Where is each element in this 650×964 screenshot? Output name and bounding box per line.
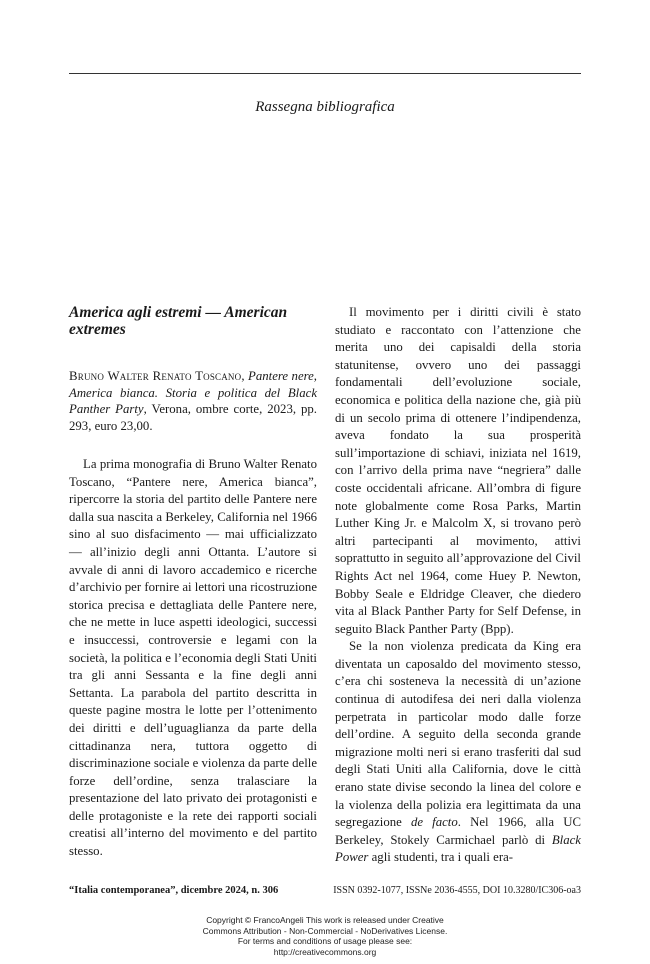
- license-notice: [0, 915, 650, 957]
- book-reference: [69, 368, 317, 434]
- section-title: America agli estremi — American extremes: [69, 304, 288, 338]
- right-column: [335, 304, 581, 867]
- license-line-3: For terms and conditions of usage please see:: [237, 936, 413, 946]
- paragraph-2-part-3: agli studenti, tra i quali era-: [368, 850, 514, 865]
- reference-separator: ,: [241, 369, 249, 383]
- paragraph-2-part-2: . Nel 1966, alla UC Berkeley, Stokely Carmichael parlò di: [335, 815, 582, 847]
- paragraph-2-italic-2: Black Power: [335, 832, 581, 865]
- left-paragraph: La prima monografia di Bruno Walter Renato Toscano, “Pantere nere, America bianca”, ripercorre la storia del partito delle Pantere nere dalla sua nascita a Berkeley, California nel 1966 sino al suo disfacimento — mai ufficializzato — all’inizio degli anni Ottanta. L’autore si avvale di anni di lavoro accademico e ricerche d’archivio per fornire ai lettori una ricostruzione storica precisa e dettagliata delle Pantere nere, che ne mette in luce aspetti ideologici, successi e insuccessi, controversie e legami con la società, la politica e l’economia degli Stati Uniti tra gli anni Sessanta e la fine degli anni Settanta. La parabola del partito descritta in queste pagine mostra le lotte per l’ottenimento dei diritti e dell’uguaglianza da parte della cittadinanza nera, tuttora oggetto di discriminazione sociale e violenza da parte delle forze dell’ordine, senza tralasciare la presentazione del lato privato dei protagonisti e delle protagoniste e la rete dei rapporti sociali creatisi all’interno del movimento e del partito stesso.: [69, 457, 318, 859]
- license-line-4: http://creativecommons.org: [273, 946, 377, 957]
- paragraph-2-italic-1: de facto: [410, 815, 458, 830]
- issn-doi: ISSN 0392-1077, ISSNe 2036-4555, DOI 10.3280/IC306-oa3: [333, 885, 581, 896]
- license-line-2: Commons Attribution - Non-Commercial - NoDerivatives License.: [202, 925, 448, 936]
- right-paragraph-2: [335, 638, 581, 867]
- paragraph-2-part-1: Se la non violenza predicata da King era diventata un caposaldo del movimento stesso, c’era chi sosteneva la necessità di un’azione continua di autodifesa dei neri dalla violenza perpetrata in particolar modo dalle forze dell’ordine. A seguito della seconda grande migrazione molti neri si erano trasferiti dal sud degli Stati Uniti alla California, dove le città erano state divise secondo la linea del colore e la violenza della polizia era legittimata da una segregazione: [335, 639, 581, 830]
- reference-author: Bruno Walter Renato Toscano: [69, 369, 242, 383]
- license-line-1: Copyright © FrancoAngeli This work is released under Creative: [206, 915, 444, 925]
- running-title: Rassegna bibliografica: [255, 99, 395, 115]
- left-column: [69, 304, 317, 861]
- reference-details: , Verona, ombre corte, 2023, pp. 293, euro 23,00.: [69, 402, 317, 433]
- right-paragraph-1: Il movimento per i diritti civili è stato studiato e raccontato con l’attenzione che merita uno dei capisaldi della storia statunitense, ovvero uno dei passaggi fondamentali dell’evoluzione sociale, economica e politica della nazione che, già più di un secolo prima di ottenere l’indipendenza, aveva fondato la sua prosperità sull’importazione di schiavi, iniziata nel 1619, con l’arrivo della prima nave “negriera” dalle coste occidentali africane. All’ombra di figure note globalmente come Rosa Parks, Martin Luther King Jr. e Malcolm X, si trovano però altri partecipanti al movimento, attivi soprattutto in seguito all’approvazione del Civil Rights Act nel 1964, come Huey P. Newton, Bobby Seale e Eldridge Cleaver, che diedero vita al Black Panther Party for Self Defense, in seguito Black Panther Party (Bpp).: [335, 305, 581, 636]
- journal-citation: “Italia contemporanea”, dicembre 2024, n. 306: [69, 885, 279, 896]
- reference-book-title: Pantere nere, America bianca. Storia e politica del Black Panther Party: [69, 369, 318, 416]
- header-rule: [69, 73, 581, 74]
